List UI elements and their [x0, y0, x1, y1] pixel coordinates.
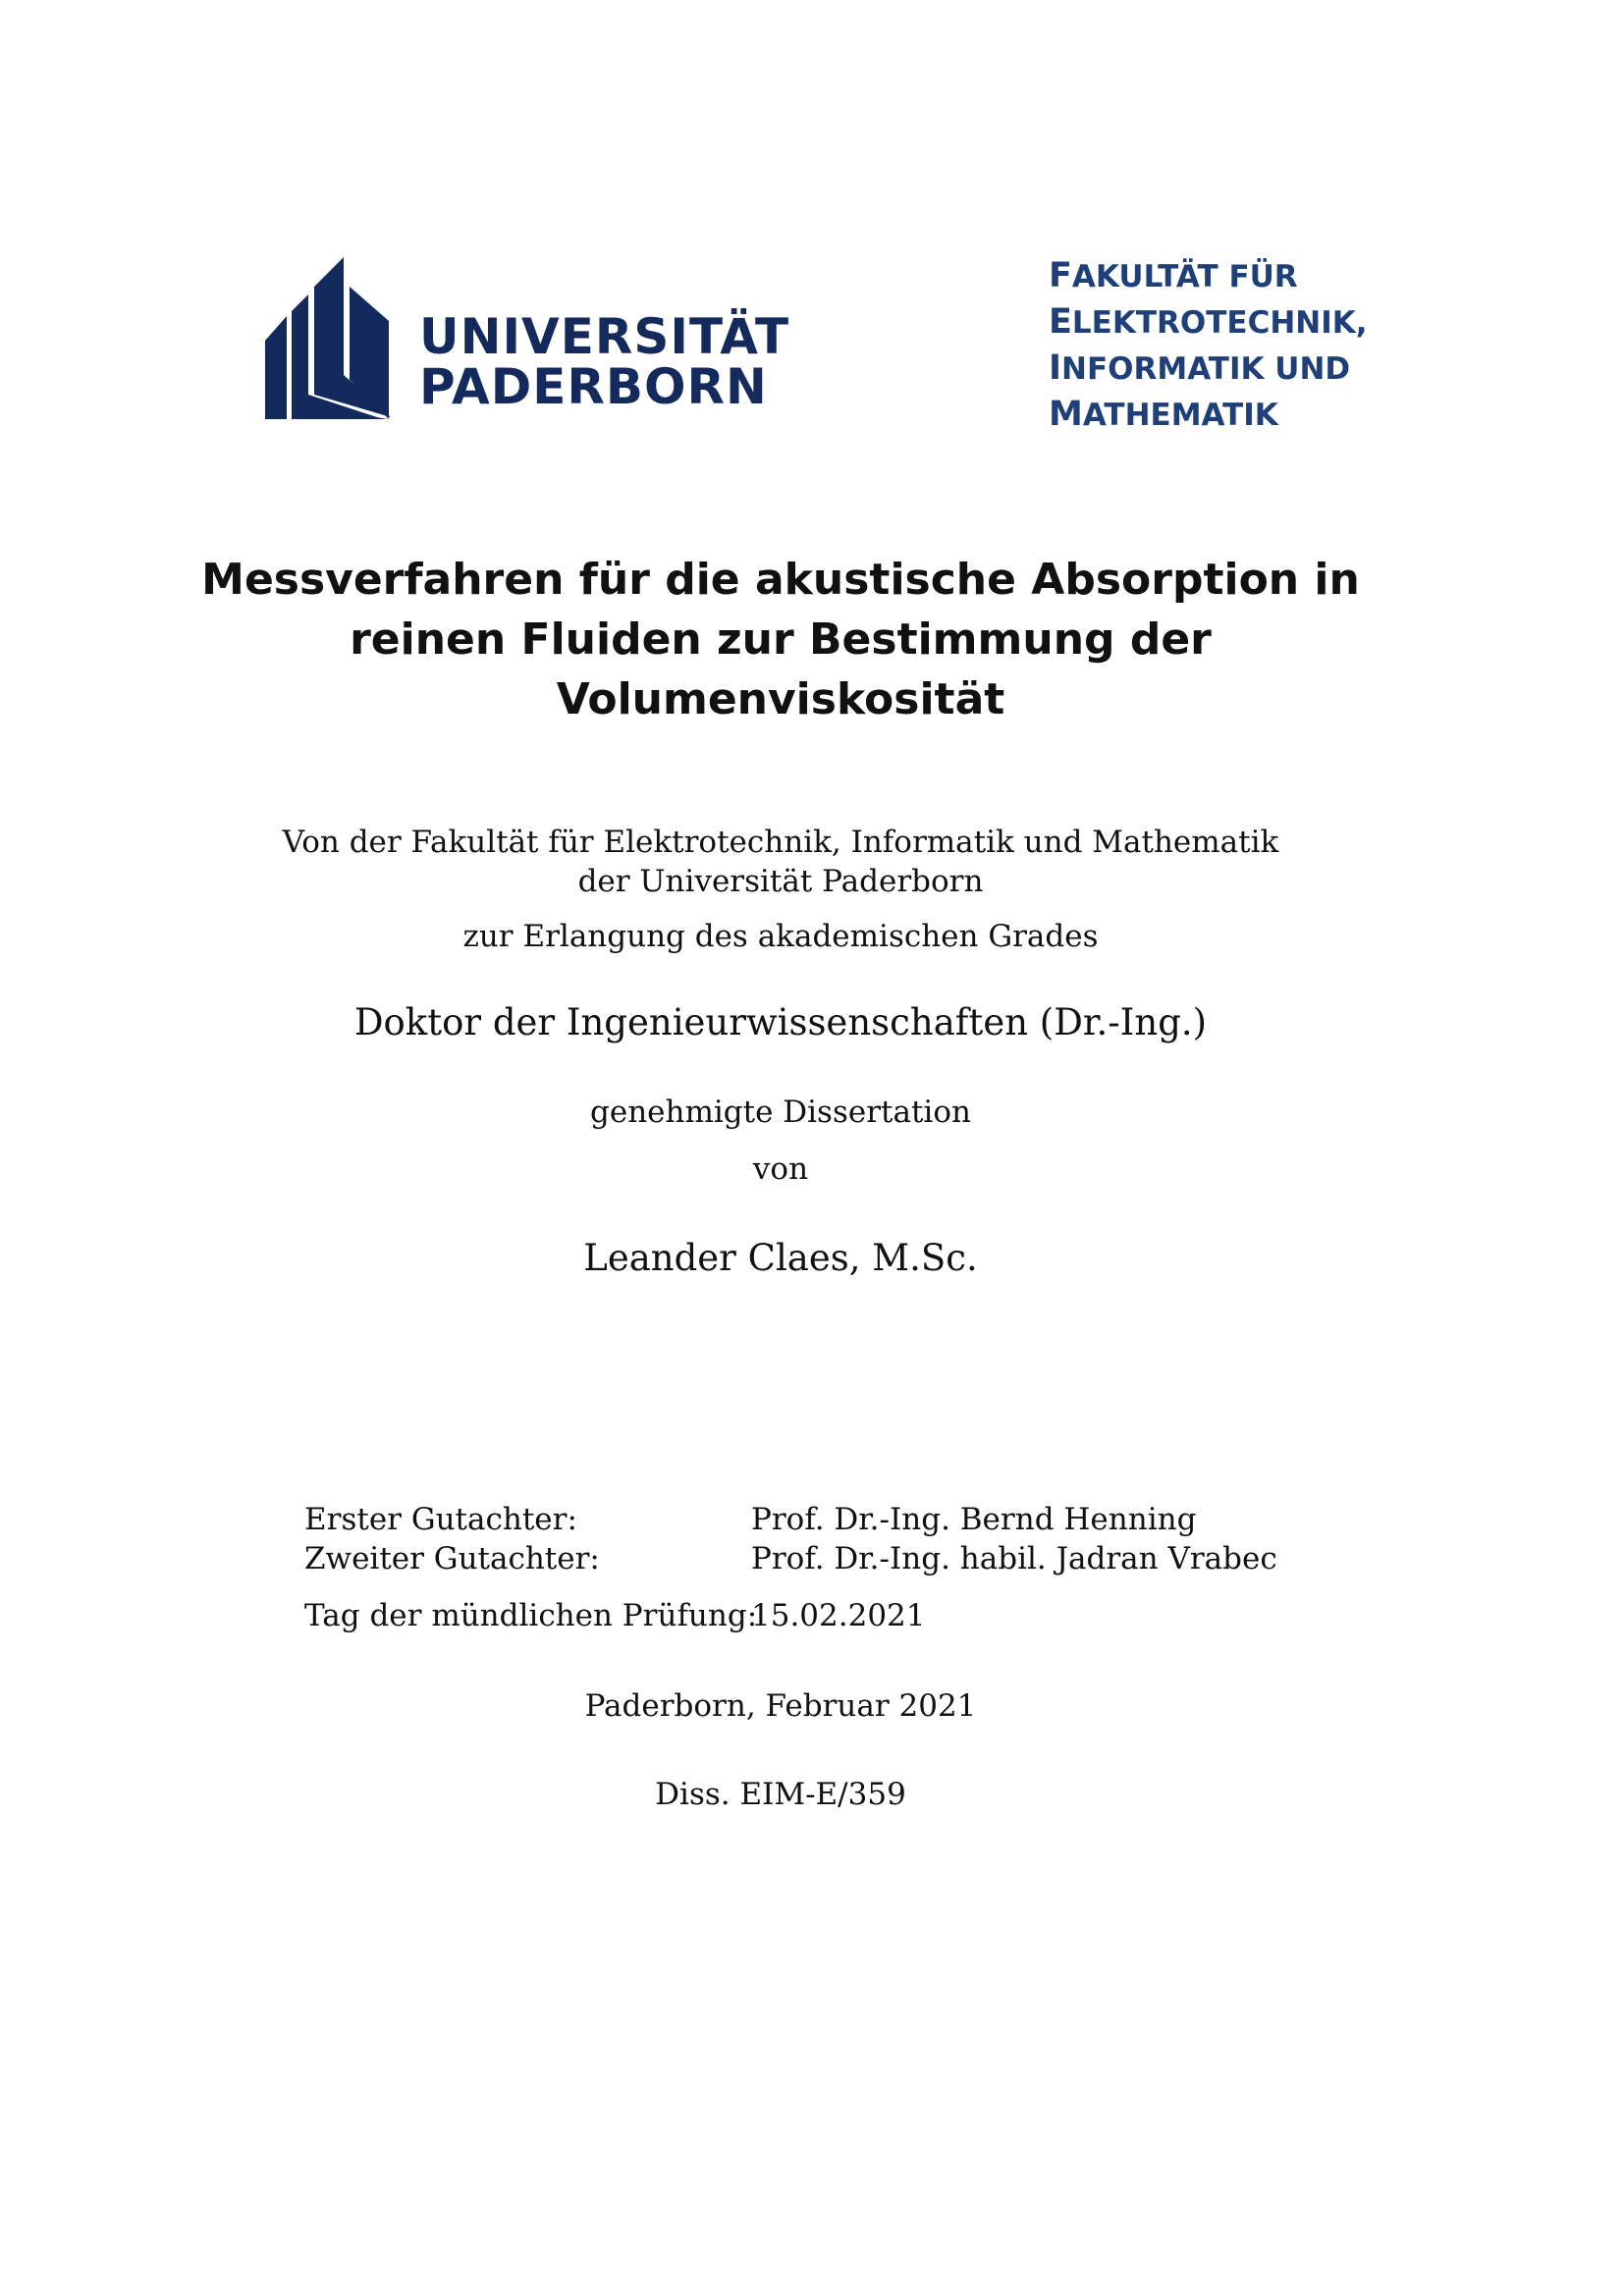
- title-line-3: Volumenviskosität: [556, 674, 1005, 724]
- dissertation-number: Diss. EIM-E/359: [655, 1777, 906, 1812]
- faculty-statement-line2: der Universität Paderborn: [577, 864, 984, 899]
- faculty-line-4: MATHEMATIK: [1049, 395, 1278, 434]
- degree-title: Doktor der Ingenieurwissenschaften (Dr.-Ing.): [353, 1001, 1208, 1043]
- thesis-title: [196, 550, 1365, 729]
- second-reviewer-name: Prof. Dr.-Ing. habil. Jadran Vrabec: [751, 1541, 1277, 1576]
- university-name-line1: UNIVERSITÄT: [419, 308, 790, 365]
- grade-statement: zur Erlangung des akademischen Grades: [462, 919, 1099, 954]
- exam-date-label: Tag der mündlichen Prüfung:: [304, 1598, 758, 1633]
- faculty-line-2: ELEKTROTECHNIK,: [1049, 302, 1368, 342]
- university-logo: [265, 257, 790, 424]
- title-line-2: reinen Fluiden zur Bestimmung der: [350, 614, 1212, 665]
- faculty-line-1: FAKULTÄT FÜR: [1049, 256, 1298, 295]
- university-name: [419, 308, 790, 415]
- von-label: von: [752, 1151, 809, 1187]
- university-name-line2: PADERBORN: [419, 358, 768, 415]
- dissertation-label: genehmigte Dissertation: [590, 1095, 971, 1130]
- first-reviewer-name: Prof. Dr.-Ing. Bernd Henning: [751, 1502, 1197, 1537]
- exam-date-value: 15.02.2021: [751, 1598, 926, 1633]
- faculty-name: [1049, 253, 1368, 438]
- faculty-line-3: INFORMATIK UND: [1049, 348, 1351, 388]
- title-line-1: Messverfahren für die akustische Absorption in: [201, 555, 1360, 605]
- place-date: Paderborn, Februar 2021: [584, 1688, 977, 1724]
- second-reviewer-label: Zweiter Gutachter:: [304, 1541, 600, 1576]
- university-emblem-icon: [265, 257, 393, 419]
- author-name: Leander Claes, M.Sc.: [583, 1237, 978, 1279]
- faculty-statement-line1: Von der Fakultät für Elektrotechnik, Informatik und Mathematik: [282, 825, 1279, 860]
- first-reviewer-label: Erster Gutachter:: [304, 1502, 577, 1537]
